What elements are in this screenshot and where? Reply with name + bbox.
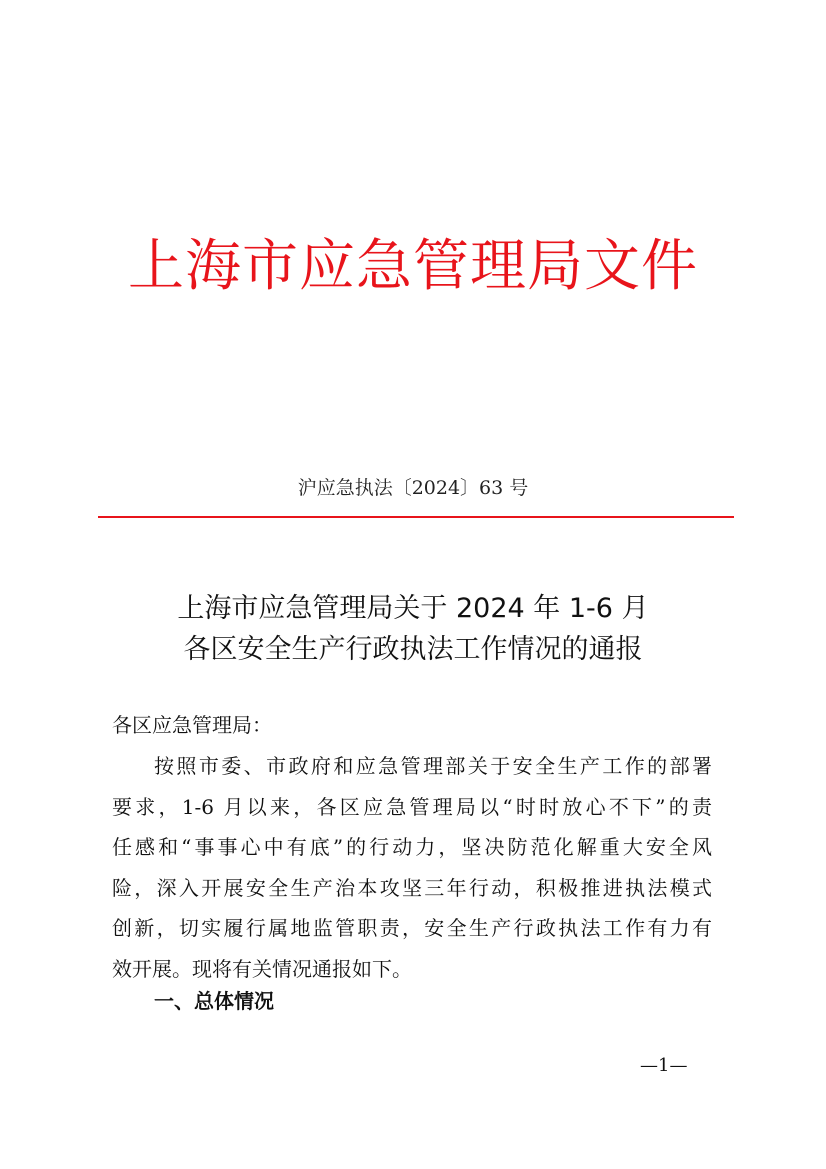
body-line: 要求，1-6 月以来，各区应急管理局以“时时放心不下”的责 [112,794,712,819]
page-number: —1— [640,1055,688,1076]
body-paragraph [112,746,712,990]
document-title-line-2: 各区安全生产行政执法工作情况的通报 [183,634,643,665]
body-line: 按照市委、市政府和应急管理部关于安全生产工作的部署 [154,754,712,778]
document-title [0,588,826,670]
document-masthead: 上海市应急管理局文件 [128,234,698,299]
section-heading: 一、总体情况 [154,989,274,1013]
red-divider-line [98,516,734,518]
document-number: 沪应急执法〔2024〕63 号 [297,477,529,499]
body-line: 效开展。现将有关情况通报如下。 [112,956,412,981]
salutation: 各区应急管理局： [112,713,272,737]
body-line: 险，深入开展安全生产治本攻坚三年行动，积极推进执法模式 [112,875,712,900]
body-line: 创新，切实履行属地监管职责，安全生产行政执法工作有力有 [112,916,712,941]
body-line: 任感和“事事心中有底”的行动力，坚决防范化解重大安全风 [112,835,712,860]
document-title-line-1: 上海市应急管理局关于 2024 年 1-6 月 [177,593,649,624]
